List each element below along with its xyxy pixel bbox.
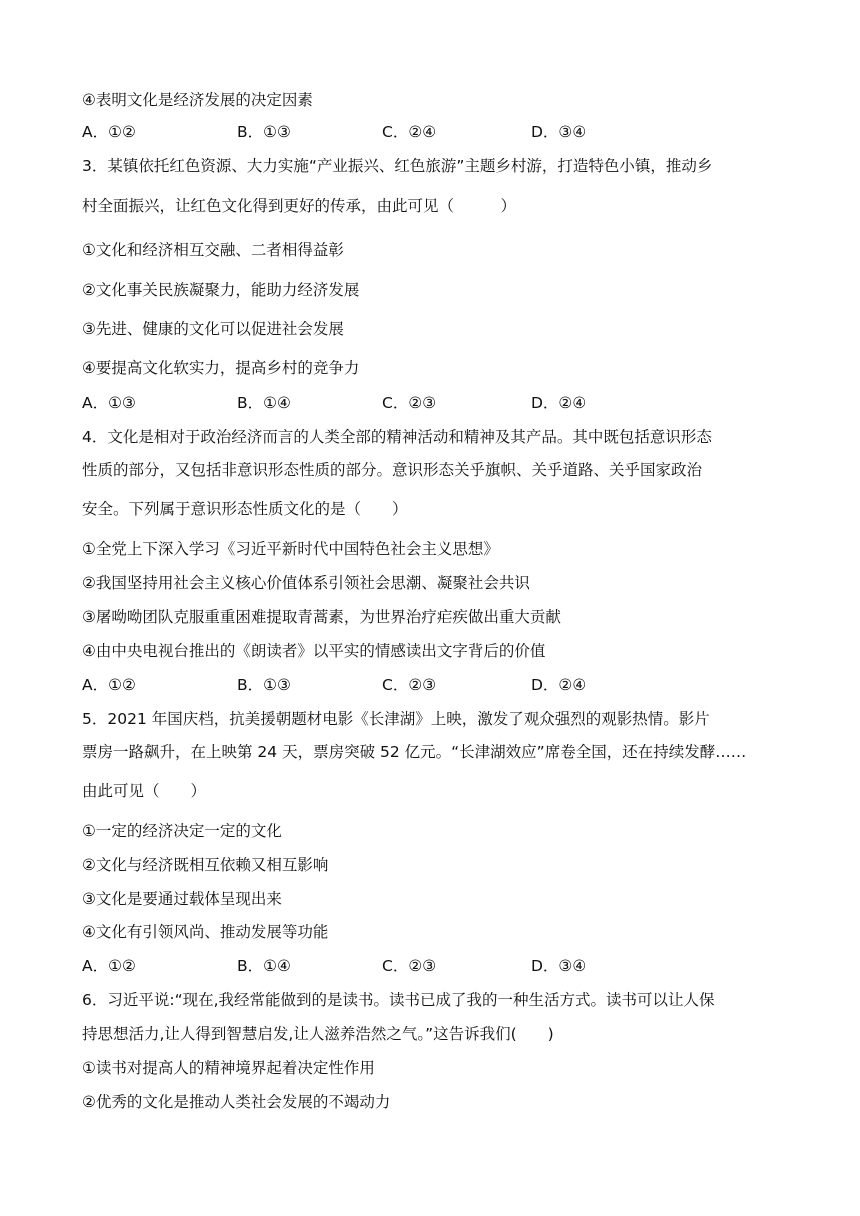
q5-stem-line-2: 票房一路飙升，在上映第 24 天，票房突破 52 亿元。“长津湖效应”席卷全国，还在持续发酵…… bbox=[82, 743, 747, 761]
q4-option-c: C．②③ bbox=[382, 676, 437, 694]
q4-item-2: ②我国坚持用社会主义核心价值体系引领社会思潮、凝聚社会共识 bbox=[82, 574, 530, 592]
q3-stem-line-1: 3．某镇依托红色资源、大力实施“产业振兴、红色旅游”主题乡村游，打造特色小镇，推动乡 bbox=[82, 157, 713, 175]
q3-item-4: ④要提高文化软实力，提高乡村的竞争力 bbox=[82, 359, 360, 377]
q3-option-c: C．②③ bbox=[382, 394, 437, 412]
q3-option-d: D．②④ bbox=[531, 394, 587, 412]
q3-item-1: ①文化和经济相互交融、二者相得益彰 bbox=[82, 241, 344, 259]
q3-item-2: ②文化事关民族凝聚力，能助力经济发展 bbox=[82, 281, 360, 299]
q4-options bbox=[82, 674, 722, 696]
q2-options bbox=[82, 121, 722, 143]
q5-option-b: B．①④ bbox=[237, 957, 291, 975]
q5-stem-line-3: 由此可见（ ） bbox=[82, 782, 207, 800]
q5-stem-line-1: 5．2021 年国庆档，抗美援朝题材电影《长津湖》上映，激发了观众强烈的观影热情。影片 bbox=[82, 710, 710, 728]
q3-options bbox=[82, 392, 722, 414]
q3-stem-line-2: 村全面振兴，让红色文化得到更好的传承，由此可见（ ） bbox=[82, 197, 517, 215]
q5-options bbox=[82, 955, 722, 977]
q4-option-a: A．①② bbox=[82, 676, 136, 694]
q6-stem-line-1: 6．习近平说:“现在,我经常能做到的是读书。读书已成了我的一种生活方式。读书可以让人保 bbox=[82, 991, 715, 1009]
q2-option-c: C．②④ bbox=[382, 123, 437, 141]
q5-item-3: ③文化是要通过载体呈现出来 bbox=[82, 890, 282, 908]
q4-stem-line-1: 4．文化是相对于政治经济而言的人类全部的精神活动和精神及其产品。其中既包括意识形态 bbox=[82, 428, 712, 446]
q4-option-b: B．①③ bbox=[237, 676, 291, 694]
q4-option-d: D．②④ bbox=[531, 676, 587, 694]
q4-stem-line-2: 性质的部分，又包括非意识形态性质的部分。意识形态关乎旗帜、关乎道路、关乎国家政治 bbox=[82, 461, 703, 479]
q3-item-3: ③先进、健康的文化可以促进社会发展 bbox=[82, 320, 344, 338]
q2-item-4: ④表明文化是经济发展的决定因素 bbox=[82, 91, 313, 109]
q5-item-1: ①一定的经济决定一定的文化 bbox=[82, 822, 282, 840]
q5-item-2: ②文化与经济既相互依赖又相互影响 bbox=[82, 856, 329, 874]
q6-item-1: ①读书对提高人的精神境界起着决定性作用 bbox=[82, 1059, 375, 1077]
q2-option-d: D．③④ bbox=[531, 123, 587, 141]
q4-stem-line-3: 安全。下列属于意识形态性质文化的是（ ） bbox=[82, 500, 408, 518]
q4-item-3: ③屠呦呦团队克服重重困难提取青蒿素，为世界治疗疟疾做出重大贡献 bbox=[82, 608, 561, 626]
q5-option-a: A．①② bbox=[82, 957, 136, 975]
q4-item-4: ④由中央电视台推出的《朗读者》以平实的情感读出文字背后的价值 bbox=[82, 642, 546, 660]
q5-option-c: C．②③ bbox=[382, 957, 437, 975]
q5-item-4: ④文化有引领风尚、推动发展等功能 bbox=[82, 923, 329, 941]
q3-option-b: B．①④ bbox=[237, 394, 291, 412]
q2-option-a: A．①② bbox=[82, 123, 136, 141]
q4-item-1: ①全党上下深入学习《习近平新时代中国特色社会主义思想》 bbox=[82, 540, 499, 558]
q5-option-d: D．③④ bbox=[531, 957, 587, 975]
q3-option-a: A．①③ bbox=[82, 394, 136, 412]
q6-stem-line-2: 持思想活力,让人得到智慧启发,让人滋养浩然之气。”这告诉我们( ) bbox=[82, 1025, 554, 1043]
q6-item-2: ②优秀的文化是推动人类社会发展的不竭动力 bbox=[82, 1093, 391, 1111]
q2-option-b: B．①③ bbox=[237, 123, 291, 141]
